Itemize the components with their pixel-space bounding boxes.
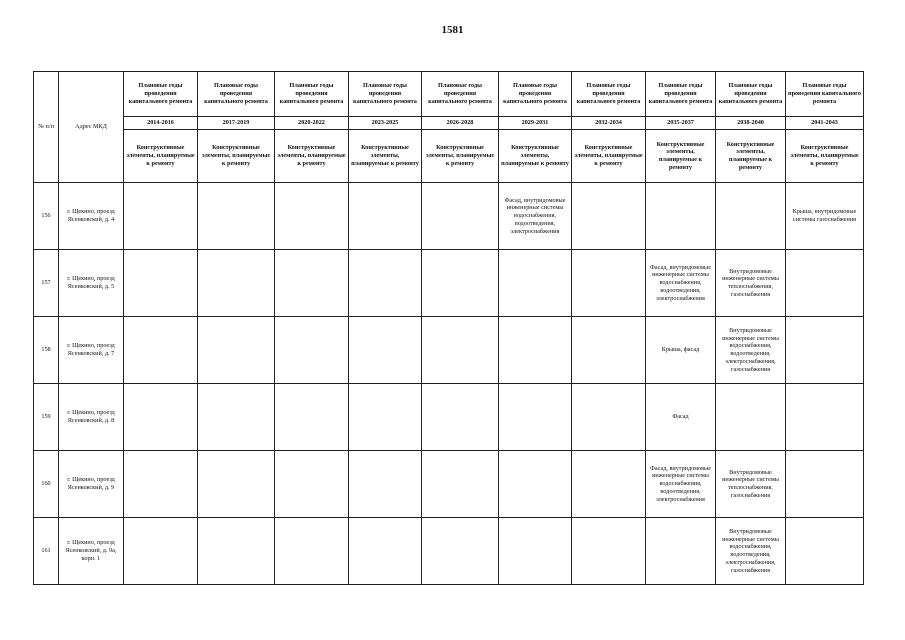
row-cell bbox=[124, 317, 198, 384]
column-header-planned: Плановые годы проведения капитального ремонта bbox=[646, 72, 716, 117]
row-number: 156 bbox=[34, 183, 59, 250]
column-header-planned: Плановые годы проведения капитального ремонта bbox=[572, 72, 646, 117]
elements-subheader: Конструктивные элементы, планируемые к ремонту bbox=[786, 130, 864, 183]
elements-subheader: Конструктивные элементы, планируемые к ремонту bbox=[124, 130, 198, 183]
row-cell bbox=[349, 317, 422, 384]
row-cell: Внутридомовые инженерные системы теплоснабжения, газоснабжения bbox=[716, 451, 786, 518]
row-cell bbox=[422, 317, 499, 384]
period-header: 2032-2034 bbox=[572, 117, 646, 130]
table-row bbox=[34, 518, 864, 585]
row-address: г. Щекино, проезд Ясенковский, д. 9 bbox=[59, 451, 124, 518]
row-cell bbox=[572, 250, 646, 317]
row-cell bbox=[275, 250, 349, 317]
row-cell: Крыша, фасад bbox=[646, 317, 716, 384]
row-cell: Внутридомовые инженерные системы водоснабжения, водоотведения, электроснабжения, газоснабжения bbox=[716, 317, 786, 384]
row-cell bbox=[275, 518, 349, 585]
row-cell bbox=[716, 384, 786, 451]
row-number: 158 bbox=[34, 317, 59, 384]
row-cell bbox=[124, 183, 198, 250]
row-cell bbox=[716, 183, 786, 250]
header-row-periods bbox=[34, 117, 864, 130]
elements-subheader: Конструктивные элементы, планируемые к ремонту bbox=[572, 130, 646, 183]
table-row bbox=[34, 384, 864, 451]
row-cell: Фасад, внутридомовые инженерные системы водоснабжения, водоотведения, электроснабжения bbox=[646, 451, 716, 518]
row-cell bbox=[349, 183, 422, 250]
column-header-planned: Плановые годы проведения капитального ремонта bbox=[275, 72, 349, 117]
table-row bbox=[34, 451, 864, 518]
row-cell bbox=[198, 250, 275, 317]
row-cell bbox=[499, 384, 572, 451]
header-row-planned bbox=[34, 72, 864, 117]
table-row bbox=[34, 250, 864, 317]
row-cell bbox=[422, 384, 499, 451]
row-cell bbox=[275, 384, 349, 451]
period-header: 2020-2022 bbox=[275, 117, 349, 130]
row-cell: Крыша, внутридомовые системы газоснабжения bbox=[786, 183, 864, 250]
row-cell bbox=[349, 518, 422, 585]
column-header-planned: Плановые годы проведения капитального ремонта bbox=[716, 72, 786, 117]
row-address: г. Щекино, проезд Ясенковский, д. 5 bbox=[59, 250, 124, 317]
row-cell bbox=[786, 250, 864, 317]
row-cell bbox=[198, 451, 275, 518]
row-cell bbox=[572, 518, 646, 585]
table-row bbox=[34, 183, 864, 250]
column-header-planned: Плановые годы проведения капитального ремонта bbox=[499, 72, 572, 117]
header-row-subheaders bbox=[34, 130, 864, 183]
row-cell bbox=[422, 451, 499, 518]
row-cell bbox=[275, 317, 349, 384]
row-cell: Внутридомовые инженерные системы теплоснабжения, газоснабжения bbox=[716, 250, 786, 317]
elements-subheader: Конструктивные элементы, планируемые к ремонту bbox=[716, 130, 786, 183]
period-header: 2029-2031 bbox=[499, 117, 572, 130]
row-cell: Фасад, внутридомовые инженерные системы водоснабжения, водоотведения, электроснабжения bbox=[499, 183, 572, 250]
row-cell bbox=[198, 317, 275, 384]
row-cell bbox=[198, 518, 275, 585]
column-header-address: Адрес МКД bbox=[59, 72, 124, 183]
row-number: 160 bbox=[34, 451, 59, 518]
period-header: 2038-2040 bbox=[716, 117, 786, 130]
period-header: 2035-2037 bbox=[646, 117, 716, 130]
row-cell bbox=[198, 183, 275, 250]
elements-subheader: Конструктивные элементы, планируемые к ремонту bbox=[198, 130, 275, 183]
row-cell: Внутридомовые инженерные системы водоснабжения, водоотведения, электроснабжения, газоснабжения bbox=[716, 518, 786, 585]
row-cell bbox=[572, 384, 646, 451]
row-cell bbox=[786, 384, 864, 451]
row-cell bbox=[124, 384, 198, 451]
row-cell bbox=[786, 518, 864, 585]
row-address: г. Щекино, проезд Ясенковский, д. 8 bbox=[59, 384, 124, 451]
row-cell bbox=[646, 518, 716, 585]
row-cell bbox=[124, 451, 198, 518]
row-address: г. Щекино, проезд Ясенковский, д. 4 bbox=[59, 183, 124, 250]
elements-subheader: Конструктивные элементы, планируемые к ремонту bbox=[349, 130, 422, 183]
row-address: г. Щекино, проезд Ясенковский, д. 7 bbox=[59, 317, 124, 384]
row-cell bbox=[124, 250, 198, 317]
row-cell bbox=[422, 183, 499, 250]
row-cell bbox=[646, 183, 716, 250]
row-cell bbox=[572, 183, 646, 250]
row-cell bbox=[124, 518, 198, 585]
row-cell: Фасад bbox=[646, 384, 716, 451]
row-number: 157 bbox=[34, 250, 59, 317]
column-header-planned: Плановые годы проведения капитального ремонта bbox=[349, 72, 422, 117]
capital-repair-table bbox=[33, 71, 864, 585]
row-cell bbox=[275, 451, 349, 518]
period-header: 2041-2043 bbox=[786, 117, 864, 130]
row-cell bbox=[499, 518, 572, 585]
column-header-planned: Плановые годы проведения капитального ремонта bbox=[198, 72, 275, 117]
row-cell bbox=[786, 317, 864, 384]
page-number: 1581 bbox=[441, 24, 464, 36]
row-cell bbox=[349, 384, 422, 451]
row-cell bbox=[572, 317, 646, 384]
column-header-planned: Плановые годы проведения капитального ремонта bbox=[422, 72, 499, 117]
row-cell bbox=[499, 250, 572, 317]
row-cell: Фасад, внутридомовые инженерные системы водоснабжения, водоотведения, электроснабжения bbox=[646, 250, 716, 317]
row-cell bbox=[275, 183, 349, 250]
row-number: 159 bbox=[34, 384, 59, 451]
row-cell bbox=[422, 250, 499, 317]
elements-subheader: Конструктивные элементы, планируемые к ремонту bbox=[275, 130, 349, 183]
row-cell bbox=[349, 250, 422, 317]
period-header: 2023-2025 bbox=[349, 117, 422, 130]
row-address: г. Щекино, проезд Ясенковский, д. 9а, корп. 1 bbox=[59, 518, 124, 585]
row-cell bbox=[499, 451, 572, 518]
column-header-planned: Плановые годы проведения капитального ремонта bbox=[786, 72, 864, 117]
table-row bbox=[34, 317, 864, 384]
period-header: 2017-2019 bbox=[198, 117, 275, 130]
column-header-number: № п/п bbox=[34, 72, 59, 183]
elements-subheader: Конструктивные элементы, планируемые к ремонту bbox=[646, 130, 716, 183]
row-number: 161 bbox=[34, 518, 59, 585]
row-cell bbox=[349, 451, 422, 518]
row-cell bbox=[572, 451, 646, 518]
row-cell bbox=[422, 518, 499, 585]
elements-subheader: Конструктивные элементы, планируемые к ремонту bbox=[499, 130, 572, 183]
period-header: 2026-2028 bbox=[422, 117, 499, 130]
row-cell bbox=[499, 317, 572, 384]
elements-subheader: Конструктивные элементы, планируемые к ремонту bbox=[422, 130, 499, 183]
row-cell bbox=[786, 451, 864, 518]
row-cell bbox=[198, 384, 275, 451]
period-header: 2014-2016 bbox=[124, 117, 198, 130]
column-header-planned: Плановые годы проведения капитального ремонта bbox=[124, 72, 198, 117]
